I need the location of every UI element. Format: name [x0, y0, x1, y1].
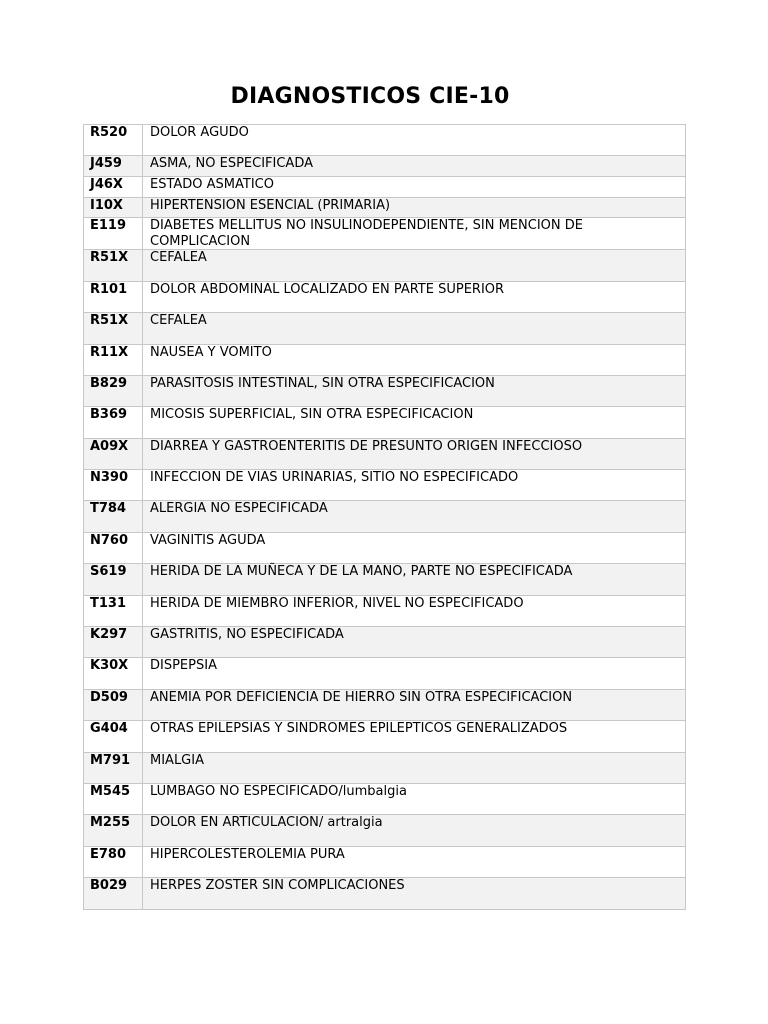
- table-row: [84, 501, 686, 532]
- table-row: [84, 250, 686, 281]
- diagnosis-description: MIALGIA: [143, 752, 686, 783]
- diagnosis-code: M255: [84, 815, 143, 846]
- diagnosis-code: I10X: [84, 197, 143, 218]
- diagnosis-code: G404: [84, 721, 143, 752]
- diagnosis-description: ANEMIA POR DEFICIENCIA DE HIERRO SIN OTRA ESPECIFICACION: [143, 689, 686, 720]
- diagnosis-description: HIPERTENSION ESENCIAL (PRIMARIA): [143, 197, 686, 218]
- table-row: [84, 313, 686, 344]
- diagnosis-description: ALERGIA NO ESPECIFICADA: [143, 501, 686, 532]
- diagnosis-description: CEFALEA: [143, 313, 686, 344]
- diagnosis-code: M791: [84, 752, 143, 783]
- table-row: [84, 658, 686, 689]
- diagnosis-code: T131: [84, 595, 143, 626]
- diagnosis-code: R51X: [84, 250, 143, 281]
- diagnosis-description: NAUSEA Y VOMITO: [143, 344, 686, 375]
- diagnosis-code: J46X: [84, 176, 143, 197]
- diagnosis-description: DOLOR EN ARTICULACION/ artralgia: [143, 815, 686, 846]
- table-row: [84, 197, 686, 218]
- table-row: [84, 156, 686, 177]
- diagnosis-code: E119: [84, 218, 143, 250]
- diagnosis-code: E780: [84, 846, 143, 877]
- table-row: [84, 532, 686, 563]
- table-row: [84, 125, 686, 156]
- table-row: [84, 721, 686, 752]
- diagnosis-description: VAGINITIS AGUDA: [143, 532, 686, 563]
- diagnosis-code: S619: [84, 564, 143, 595]
- diagnosis-code: B029: [84, 878, 143, 909]
- diagnosis-description: HERPES ZOSTER SIN COMPLICACIONES: [143, 878, 686, 909]
- diagnosis-code: R11X: [84, 344, 143, 375]
- diagnosis-code: N760: [84, 532, 143, 563]
- table-row: [84, 815, 686, 846]
- diagnosis-description: HIPERCOLESTEROLEMIA PURA: [143, 846, 686, 877]
- table-row: [84, 627, 686, 658]
- diagnosis-code: A09X: [84, 438, 143, 469]
- diagnosis-description: DOLOR AGUDO: [143, 125, 686, 156]
- diagnosis-description: INFECCION DE VIAS URINARIAS, SITIO NO ESPECIFICADO: [143, 470, 686, 501]
- diagnosis-code: K30X: [84, 658, 143, 689]
- diagnosis-code: K297: [84, 627, 143, 658]
- diagnosis-code: T784: [84, 501, 143, 532]
- table-row: [84, 407, 686, 438]
- table-row: [84, 438, 686, 469]
- table-row: [84, 784, 686, 815]
- diagnosis-description: PARASITOSIS INTESTINAL, SIN OTRA ESPECIFICACION: [143, 375, 686, 406]
- diagnosis-description: ASMA, NO ESPECIFICADA: [143, 156, 686, 177]
- diagnosis-table: [83, 124, 686, 910]
- diagnosis-description: GASTRITIS, NO ESPECIFICADA: [143, 627, 686, 658]
- diagnosis-description: CEFALEA: [143, 250, 686, 281]
- diagnosis-description: DISPEPSIA: [143, 658, 686, 689]
- diagnosis-description: HERIDA DE LA MUÑECA Y DE LA MANO, PARTE NO ESPECIFICADA: [143, 564, 686, 595]
- diagnosis-description: MICOSIS SUPERFICIAL, SIN OTRA ESPECIFICACION: [143, 407, 686, 438]
- table-row: [84, 218, 686, 250]
- table-row: [84, 689, 686, 720]
- table-row: [84, 344, 686, 375]
- diagnosis-description: DIABETES MELLITUS NO INSULINODEPENDIENTE, SIN MENCION DE COMPLICACION: [143, 218, 686, 250]
- diagnosis-code: J459: [84, 156, 143, 177]
- table-row: [84, 752, 686, 783]
- diagnosis-description: LUMBAGO NO ESPECIFICADO/lumbalgia: [143, 784, 686, 815]
- table-row: [84, 878, 686, 909]
- diagnosis-code: B369: [84, 407, 143, 438]
- table-row: [84, 281, 686, 312]
- diagnosis-description: HERIDA DE MIEMBRO INFERIOR, NIVEL NO ESPECIFICADO: [143, 595, 686, 626]
- diagnosis-code: N390: [84, 470, 143, 501]
- diagnosis-code: M545: [84, 784, 143, 815]
- table-row: [84, 375, 686, 406]
- table-row: [84, 846, 686, 877]
- diagnosis-description: OTRAS EPILEPSIAS Y SINDROMES EPILEPTICOS GENERALIZADOS: [143, 721, 686, 752]
- diagnosis-description: DIARREA Y GASTROENTERITIS DE PRESUNTO ORIGEN INFECCIOSO: [143, 438, 686, 469]
- diagnosis-description: ESTADO ASMATICO: [143, 176, 686, 197]
- table-row: [84, 176, 686, 197]
- diagnosis-code: D509: [84, 689, 143, 720]
- diagnosis-code: R101: [84, 281, 143, 312]
- diagnosis-code: B829: [84, 375, 143, 406]
- diagnosis-code: R520: [84, 125, 143, 156]
- document-title: DIAGNOSTICOS CIE-10: [230, 84, 510, 109]
- diagnosis-code: R51X: [84, 313, 143, 344]
- table-row: [84, 564, 686, 595]
- diagnosis-description: DOLOR ABDOMINAL LOCALIZADO EN PARTE SUPERIOR: [143, 281, 686, 312]
- table-row: [84, 470, 686, 501]
- table-row: [84, 595, 686, 626]
